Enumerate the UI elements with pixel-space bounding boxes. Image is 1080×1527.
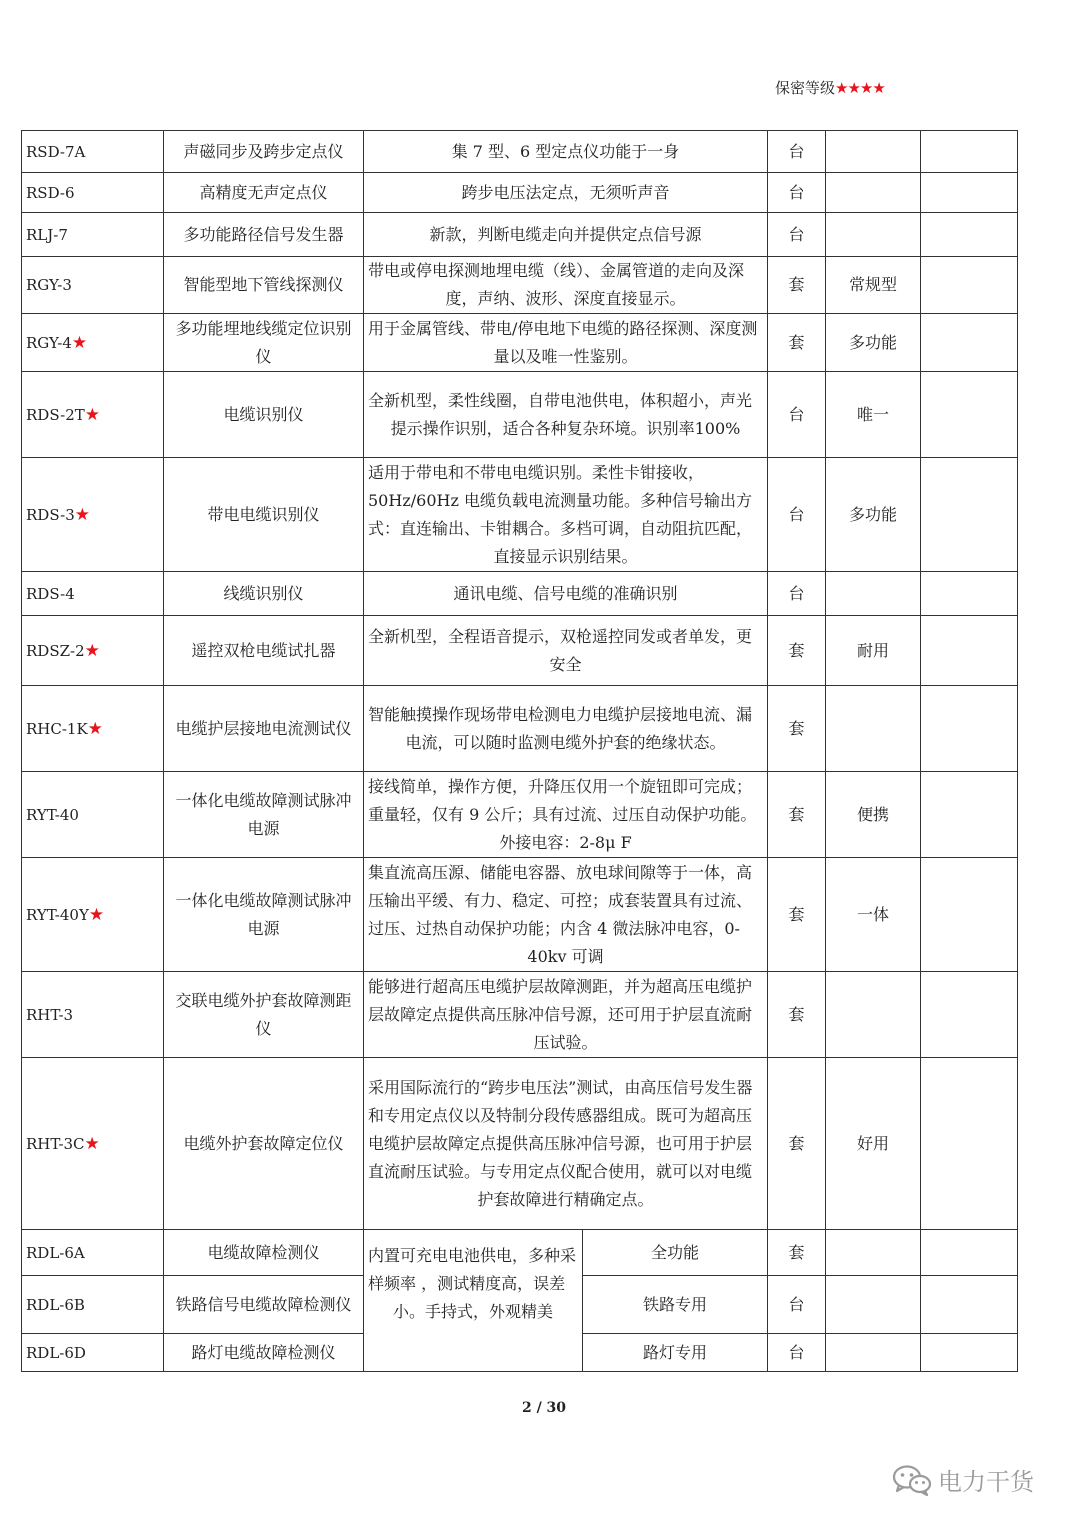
wechat-icon (892, 1464, 932, 1496)
function-cell: 路灯专用 (583, 1334, 768, 1372)
remark-cell (826, 686, 921, 772)
model-cell (22, 173, 164, 213)
model-cell (22, 858, 164, 972)
table-row (22, 257, 1018, 314)
remark-cell (826, 1276, 921, 1334)
unit-cell: 套 (768, 686, 826, 772)
table-row (22, 1230, 1018, 1276)
table-row (22, 314, 1018, 372)
description-cell: 集 7 型、6 型定点仪功能于一身 (364, 131, 768, 173)
unit-cell: 台 (768, 173, 826, 213)
extra-cell (921, 257, 1018, 314)
product-name-cell: 一体化电缆故障测试脉冲电源 (164, 772, 364, 858)
recommended-star-icon: ★ (88, 904, 105, 925)
extra-cell (921, 314, 1018, 372)
function-cell: 全功能 (583, 1230, 768, 1276)
model-cell (22, 372, 164, 458)
model-cell (22, 213, 164, 257)
description-cell: 带电或停电探测地埋电缆（线）、金属管道的走向及深度，声纳、波形、深度直接显示。 (364, 257, 768, 314)
model-code: RSD-6 (26, 183, 75, 202)
model-cell (22, 1058, 164, 1230)
confidentiality-label: 保密等级 (775, 79, 836, 97)
recommended-star-icon: ★ (84, 404, 101, 425)
model-code: RYT-40 (26, 805, 79, 824)
remark-cell (826, 173, 921, 213)
remark-cell (826, 972, 921, 1058)
model-cell (22, 972, 164, 1058)
product-name-cell: 电缆护层接地电流测试仪 (164, 686, 364, 772)
remark-cell: 便携 (826, 772, 921, 858)
description-cell: 接线简单，操作方便，升降压仅用一个旋钮即可完成；重量轻，仅有 9 公斤；具有过流、过压自动保护功能。外接电容：2-8μ F (364, 772, 768, 858)
product-name-cell: 电缆外护套故障定位仪 (164, 1058, 364, 1230)
product-name-cell: 交联电缆外护套故障测距仪 (164, 972, 364, 1058)
unit-cell: 台 (768, 372, 826, 458)
product-name-cell: 电缆故障检测仪 (164, 1230, 364, 1276)
model-code: RLJ-7 (26, 225, 68, 244)
remark-cell: 多功能 (826, 314, 921, 372)
confidentiality-stars: ★★★★ (835, 79, 885, 97)
table-row (22, 131, 1018, 173)
remark-cell: 常规型 (826, 257, 921, 314)
extra-cell (921, 1334, 1018, 1372)
description-cell: 采用国际流行的“跨步电压法”测试，由高压信号发生器和专用定点仪以及特制分段传感器组成。既可为超高压电缆护层故障定点提供高压脉冲信号源，也可用于护层直流耐压试验。与专用定点仪配合使用，就可以对电缆护套故障进行精确定点。 (364, 1058, 768, 1230)
model-code: RGY-3 (26, 276, 72, 294)
recommended-star-icon: ★ (71, 332, 88, 353)
remark-cell: 耐用 (826, 616, 921, 686)
unit-cell: 套 (768, 858, 826, 972)
recommended-star-icon: ★ (84, 640, 100, 661)
extra-cell (921, 372, 1018, 458)
model-code: RHT-3 (26, 1005, 74, 1024)
product-name-cell: 线缆识别仪 (164, 572, 364, 616)
product-table (21, 130, 1018, 1372)
remark-cell (826, 1230, 921, 1276)
model-code: RGY-4 (26, 333, 72, 352)
unit-cell: 台 (768, 572, 826, 616)
unit-cell: 台 (768, 1334, 826, 1372)
description-cell: 全新机型，全程语音提示，双枪遥控同发或者单发，更安全 (364, 616, 768, 686)
extra-cell (921, 572, 1018, 616)
table-row (22, 173, 1018, 213)
model-code: RSD-7A (26, 142, 86, 161)
page-number: 2 / 30 (521, 1400, 567, 1416)
extra-cell (921, 1276, 1018, 1334)
unit-cell: 套 (768, 772, 826, 858)
product-name-cell: 电缆识别仪 (164, 372, 364, 458)
recommended-star-icon: ★ (84, 1133, 100, 1154)
unit-cell: 套 (768, 1230, 826, 1276)
unit-cell: 套 (768, 616, 826, 686)
extra-cell (921, 858, 1018, 972)
table-row (22, 1058, 1018, 1230)
product-name-cell: 高精度无声定点仪 (164, 173, 364, 213)
table-row (22, 372, 1018, 458)
remark-cell: 多功能 (826, 458, 921, 572)
extra-cell (921, 972, 1018, 1058)
model-cell (22, 772, 164, 858)
watermark-text: 电力干货 (938, 1468, 1034, 1496)
remark-cell (826, 1334, 921, 1372)
model-cell: RDL-6B (22, 1276, 164, 1334)
unit-cell: 套 (768, 257, 826, 314)
confidentiality-level (775, 77, 885, 98)
model-code: RDSZ-2 (26, 641, 85, 660)
product-name-cell: 带电电缆识别仪 (164, 458, 364, 572)
description-cell: 跨步电压法定点，无须听声音 (364, 173, 768, 213)
product-name-cell: 路灯电缆故障检测仪 (164, 1334, 364, 1372)
model-cell: RDL-6D (22, 1334, 164, 1372)
table-row (22, 772, 1018, 858)
table-row (22, 213, 1018, 257)
remark-cell: 唯一 (826, 372, 921, 458)
model-cell (22, 314, 164, 372)
extra-cell (921, 213, 1018, 257)
model-code: RYT-40Y (26, 905, 89, 924)
unit-cell: 套 (768, 314, 826, 372)
model-code: RDS-3 (26, 505, 75, 524)
extra-cell (921, 772, 1018, 858)
product-name-cell: 声磁同步及跨步定点仪 (164, 131, 364, 173)
extra-cell (921, 686, 1018, 772)
product-name-cell: 智能型地下管线探测仪 (164, 257, 364, 314)
recommended-star-icon: ★ (74, 504, 91, 525)
model-cell (22, 257, 164, 314)
product-name-cell: 铁路信号电缆故障检测仪 (164, 1276, 364, 1334)
remark-cell (826, 572, 921, 616)
table-row (22, 686, 1018, 772)
description-cell: 能够进行超高压电缆护层故障测距，并为超高压电缆护层故障定点提供高压脉冲信号源，还可用于护层直流耐压试验。 (364, 972, 768, 1058)
unit-cell: 套 (768, 972, 826, 1058)
description-cell: 适用于带电和不带电电缆识别。柔性卡钳接收，50Hz/60Hz 电缆负载电流测量功能。多种信号输出方式：直连输出、卡钳耦合。多档可调，自动阻抗匹配，直接显示识别结果。 (364, 458, 768, 572)
description-cell: 新款，判断电缆走向并提供定点信号源 (364, 213, 768, 257)
description-cell: 用于金属管线、带电/停电地下电缆的路径探测、深度测量以及唯一性鉴别。 (364, 314, 768, 372)
remark-cell: 一体 (826, 858, 921, 972)
recommended-star-icon: ★ (87, 718, 103, 739)
model-cell (22, 458, 164, 572)
remark-cell (826, 131, 921, 173)
description-cell: 智能触摸操作现场带电检测电力电缆护层接地电流、漏电流，可以随时监测电缆外护套的绝缘状态。 (364, 686, 768, 772)
unit-cell: 套 (768, 1058, 826, 1230)
description-cell: 通讯电缆、信号电缆的准确识别 (364, 572, 768, 616)
extra-cell (921, 616, 1018, 686)
model-code: RDS-4 (26, 584, 75, 603)
unit-cell: 台 (768, 1276, 826, 1334)
extra-cell (921, 458, 1018, 572)
table-row (22, 458, 1018, 572)
table-row (22, 572, 1018, 616)
description-cell: 集直流高压源、储能电容器、放电球间隙等于一体，高压输出平缓、有力、稳定、可控；成套装置具有过流、过压、过热自动保护功能；内含 4 微法脉冲电容，0-40kv 可调 (364, 858, 768, 972)
extra-cell (921, 1230, 1018, 1276)
product-name-cell: 多功能埋地线缆定位识别仪 (164, 314, 364, 372)
model-cell (22, 616, 164, 686)
extra-cell (921, 1058, 1018, 1230)
watermark (892, 1462, 1034, 1497)
model-code: RHT-3C (26, 1134, 85, 1153)
model-code: RHC-1K (26, 719, 88, 738)
product-name-cell: 多功能路径信号发生器 (164, 213, 364, 257)
model-cell (22, 572, 164, 616)
extra-cell (921, 173, 1018, 213)
model-cell (22, 686, 164, 772)
product-name-cell: 遥控双枪电缆试扎器 (164, 616, 364, 686)
unit-cell: 台 (768, 458, 826, 572)
table-row (22, 972, 1018, 1058)
unit-cell: 台 (768, 213, 826, 257)
unit-cell: 台 (768, 131, 826, 173)
extra-cell (921, 131, 1018, 173)
table-row (22, 858, 1018, 972)
description-cell: 全新机型，柔性线圈，自带电池供电，体积超小，声光提示操作识别，适合各种复杂环境。识别率100% (364, 372, 768, 458)
function-cell: 铁路专用 (583, 1276, 768, 1334)
remark-cell (826, 213, 921, 257)
model-code: RDS-2T (26, 405, 85, 424)
model-cell: RDL-6A (22, 1230, 164, 1276)
model-cell (22, 131, 164, 173)
shared-description-cell: 内置可充电电池供电，多种采样频率 ，测试精度高，误差小。手持式，外观精美 (364, 1230, 583, 1372)
table-row (22, 616, 1018, 686)
product-name-cell: 一体化电缆故障测试脉冲电源 (164, 858, 364, 972)
remark-cell: 好用 (826, 1058, 921, 1230)
